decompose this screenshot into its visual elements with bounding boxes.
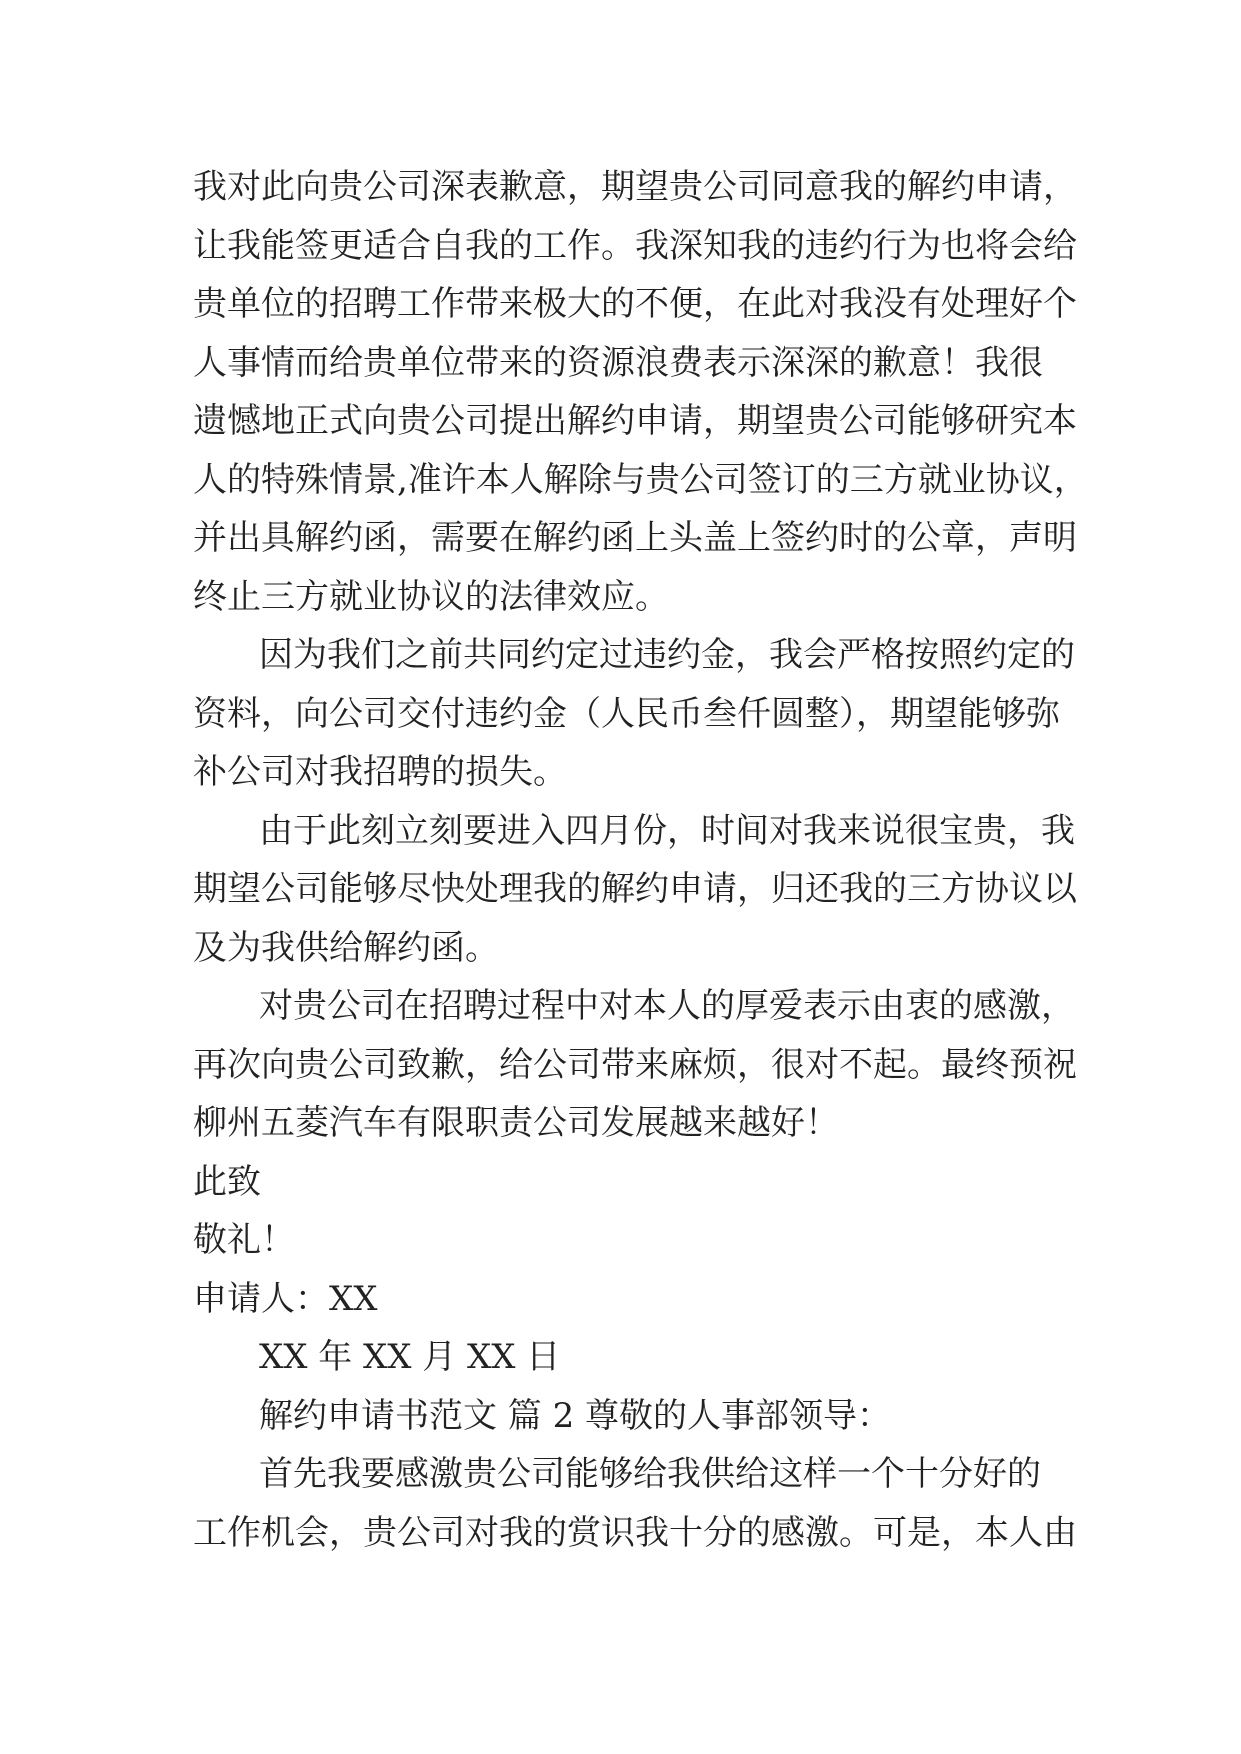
text-line: 终止三方就业协议的法律效应。 <box>193 576 669 617</box>
text-line: 资料，向公司交付违约金（人民币叁仟圆整），期望能够弥 <box>193 693 1060 734</box>
text-line: 遗憾地正式向贵公司提出解约申请，期望贵公司能够研究本 <box>193 401 1077 441</box>
document-body <box>193 158 1088 1562</box>
text-line: 及为我供给解约函。 <box>193 927 499 968</box>
text-line: 让我能签更适合自我的工作。我深知我的违约行为也将会给 <box>193 225 1077 266</box>
text-line: 并出具解约函，需要在解约函上头盖上签约时的公章，声明 <box>193 518 1077 558</box>
text-line: 贵单位的招聘工作带来极大的不便，在此对我没有处理好个 <box>193 284 1077 324</box>
text-line: 我对此向贵公司深表歉意，期望贵公司同意我的解约申请， <box>193 167 1077 207</box>
text-line: 人事情而给贵单位带来的资源浪费表示深深的歉意！我很 <box>193 342 1043 383</box>
section-heading-line: 解约申请书范文 篇 2 尊敬的人事部领导： <box>259 1395 892 1436</box>
text-line: 人的特殊情景,准许本人解除与贵公司签订的三方就业协议， <box>193 459 1088 500</box>
date-line: XX 年 XX 月 XX 日 <box>259 1337 561 1377</box>
text-line: 期望公司能够尽快处理我的解约申请，归还我的三方协议以 <box>193 869 1077 909</box>
text-line: 补公司对我招聘的损失。 <box>193 752 567 792</box>
paragraph-start-line: 首先我要感激贵公司能够给我供给这样一个十分好的 <box>259 1454 1041 1494</box>
paragraph-start-line: 由于此刻立刻要进入四月份，时间对我来说很宝贵，我 <box>259 810 1075 851</box>
paragraph-start-line: 因为我们之前共同约定过违约金，我会严格按照约定的 <box>259 635 1075 675</box>
paragraph-start-line: 对贵公司在招聘过程中对本人的厚爱表示由衷的感激， <box>259 986 1075 1026</box>
text-line: 再次向贵公司致歉，给公司带来麻烦，很对不起。最终预祝 <box>193 1044 1077 1085</box>
closing-regards: 敬礼！ <box>193 1220 295 1260</box>
text-line: 柳州五菱汽车有限职责公司发展越来越好！ <box>193 1103 839 1143</box>
applicant-line: 申请人：XX <box>193 1278 378 1319</box>
closing-salutation: 此致 <box>193 1161 261 1202</box>
text-line: 工作机会，贵公司对我的赏识我十分的感激。可是，本人由 <box>193 1512 1077 1553</box>
